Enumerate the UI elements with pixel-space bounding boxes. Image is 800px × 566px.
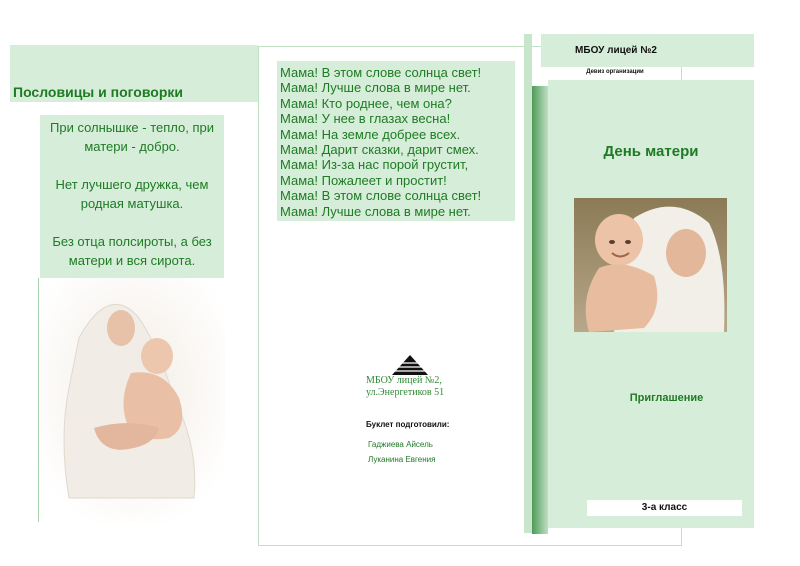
author-name: Гаджиева Айсель <box>368 440 433 449</box>
school-logo-icon <box>390 354 430 376</box>
poem-line: Мама! В этом слове солнца свет! <box>280 65 482 80</box>
cover-title: День матери <box>603 143 699 160</box>
prepared-by-label: Буклет подготовили: <box>366 420 450 429</box>
mother-child-photo-left <box>38 278 224 522</box>
mother-child-illustration <box>574 198 727 332</box>
poem-line: Мама! В этом слове солнца свет! <box>280 188 482 204</box>
proverb: Без отца полсироты, а без матери и вся сирота. <box>52 234 212 268</box>
proverb: Нет лучшего дружка, чем родная матушка. <box>55 177 209 211</box>
address-line: МБОУ лицей №2, <box>366 375 442 386</box>
mother-child-photo-cover <box>574 198 727 332</box>
school-name: МБОУ лицей №2 <box>575 45 657 56</box>
poem-line: Мама! Дарит сказки, дарит смех. <box>280 142 479 158</box>
school-address <box>366 375 444 399</box>
poem-line: Мама! У нее в глазах весна! <box>280 111 451 127</box>
poem-box <box>277 61 515 221</box>
proverbs-box <box>40 115 224 278</box>
organization-motto: Девиз организации <box>586 69 644 75</box>
fold-strip <box>524 34 532 533</box>
cover-shadow <box>532 86 548 534</box>
poem-line: Мама! Из-за нас порой грустит, <box>280 157 469 173</box>
class-label: 3-а класс <box>587 500 742 516</box>
proverb: При солнышке - тепло, при матери - добро. <box>50 120 214 154</box>
author-name: Луканина Евгения <box>368 455 436 464</box>
mother-child-illustration <box>39 278 225 522</box>
poem-line: Мама! Кто роднее, чем она? <box>280 95 452 111</box>
poem-line: Мама! На земле добрее всех. <box>280 126 461 142</box>
poem-line: Мама! Лучше слова в мире нет. <box>280 80 471 96</box>
poem-line: Мама! Лучше слова в мире нет. <box>280 203 471 219</box>
invitation-label: Приглашение <box>629 392 704 404</box>
proverbs-title: Пословицы и поговорки <box>13 84 183 100</box>
poem-line: Мама! Пожалеет и простит! <box>280 172 447 188</box>
address-line: ул.Энергетиков 51 <box>366 387 445 398</box>
